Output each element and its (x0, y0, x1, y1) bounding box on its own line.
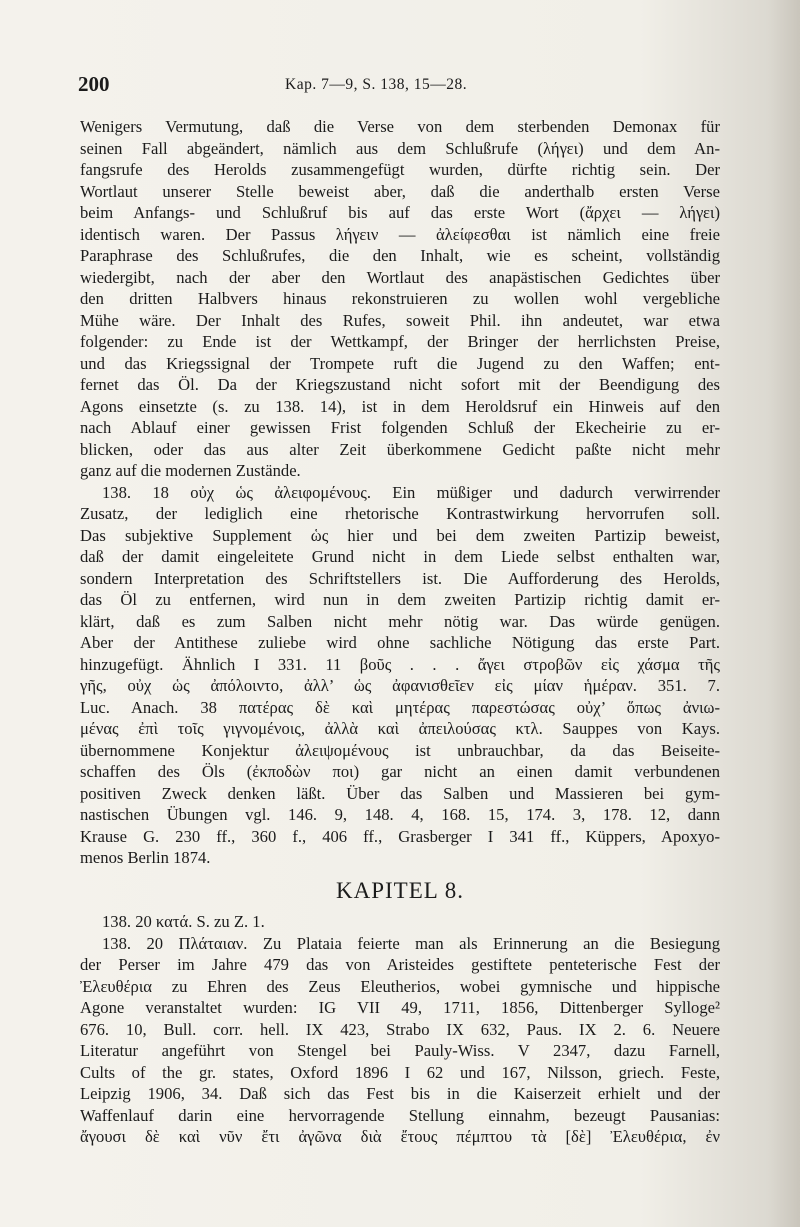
text-line: und das Kriegssignal der Trompete ruft die Jugend zu den Waffen; ent- (80, 353, 720, 373)
text-line: identisch waren. Der Passus λήγειν — ἀλείφεσθαι ist nämlich eine freie (80, 224, 720, 244)
text-line: Wortlaut unserer Stelle beweist aber, daß die anderthalb ersten Verse (80, 181, 720, 201)
text-line: Wenigers Vermutung, daß die Verse von dem sterbenden Demonax für (80, 117, 720, 136)
text-line: daß der damit eingeleitete Grund nicht in dem Liede selbst enthalten war, (80, 547, 720, 566)
text-line: Aber der Antithese zuliebe wird ohne sachliche Nötigung das erste Part. (80, 633, 720, 652)
text-line: folgender: zu Ende ist der Wettkampf, der Bringer der herrlichsten Preise, (80, 332, 720, 351)
text-line: ganz auf die modernen Zustände. (80, 461, 301, 480)
text-line: positiven Zweck denken läßt. Über das Salben und Massieren bei gym- (80, 783, 720, 803)
text-line: Waffenlauf darin eine hervorragende Stellung einnahm, bezeugt Pausanias: (80, 1105, 720, 1125)
text-line: menos Berlin 1874. (80, 848, 211, 867)
text-line: hinzugefügt. Ähnlich I 331. 11 βοῦς . . . ἄγει στροβῶν εἰς χάσμα τῆς (80, 654, 720, 674)
text-line: den dritten Halbvers hinaus rekonstruieren zu wollen wohl vergebliche (80, 289, 720, 308)
text-line: fangsrufe des Herolds zusammengefügt wurden, dürfte richtig sein. Der (80, 160, 720, 179)
text-line: Mühe wäre. Der Inhalt des Rufes, soweit Phil. ihn andeutet, war etwa (80, 310, 720, 330)
page-header (78, 72, 718, 98)
text-line: seinen Fall abgeändert, nämlich aus dem Schlußrufe (λήγει) und dem An- (80, 138, 720, 158)
text-line: Agone veranstaltet wurden: IG VII 49, 1711, 1856, Dittenberger Sylloge² (80, 998, 720, 1017)
text-line: γῆς, οὐχ ὡς ἀπόλοιντο, ἀλλ’ ὡς ἀφανισθεῖεν εἰς μίαν ἡμέραν. 351. 7. (80, 676, 720, 695)
text-line: Luc. Anach. 38 πατέρας δὲ καὶ μητέρας παρεστώσας οὐχ’ ὅπως ἀνιω- (80, 697, 720, 717)
text-line: der Perser im Jahre 479 das von Aristeides gestiftete penteterische Fest der (80, 955, 720, 974)
text-line: beim Anfangs- und Schlußruf bis auf das erste Wort (ἄρχει — λήγει) (80, 203, 720, 222)
text-line: Leipzig 1906, 34. Daß sich das Fest bis in die Kaiserzeit erhielt und der (80, 1084, 720, 1103)
text-line: übernommene Konjektur ἀλειψομένους ist unbrauchbar, da das Beiseite- (80, 740, 720, 760)
text-line: μένας ἐπὶ τοῖς γιγνομένοις, ἀλλὰ καὶ ἀπειλούσας κτλ. Sauppes von Kays. (80, 719, 720, 738)
text-line: schaffen des Öls (ἐκποδὼν ποι) gar nicht an einen damit verbundenen (80, 762, 720, 781)
running-head: Kap. 7—9, S. 138, 15—28. (285, 76, 468, 93)
chapter-text (80, 911, 720, 1148)
text-line: Literatur angeführt von Stengel bei Pauly-Wiss. V 2347, dazu Farnell, (80, 1041, 720, 1060)
text-line: fernet das Öl. Da der Kriegszustand nicht sofort mit der Beendigung des (80, 375, 720, 394)
chapter-heading: KAPITEL 8. (336, 878, 464, 903)
text-line: das Öl zu entfernen, wird nun in dem zweiten Partizip richtig damit er- (80, 590, 720, 609)
text-line: Zusatz, der lediglich eine rhetorische Kontrastwirkung hervorrufen soll. (80, 504, 720, 523)
text-line: nach Ablauf einer gewissen Frist folgenden Schluß der Ekecheirie zu er- (80, 418, 720, 437)
commentary-text (80, 116, 720, 869)
text-line: klärt, daß es zum Salben nicht mehr nötig war. Das würde genügen. (80, 611, 720, 631)
text-line: Krause G. 230 ff., 360 f., 406 ff., Grasberger I 341 ff., Küppers, Apoxyo- (80, 826, 720, 846)
text-line: wiedergibt, nach der aber den Wortlaut des anapästischen Gedichtes über (80, 267, 720, 287)
text-line: sondern Interpretation des Schriftstellers ist. Die Aufforderung des Herolds, (80, 568, 720, 588)
text-line: 138. 18 οὐχ ὡς ἀλειφομένους. Ein müßiger und dadurch verwirrender (102, 482, 720, 502)
text-line: ἄγουσι δὲ καὶ νῦν ἔτι ἀγῶνα διὰ ἔτους πέμπτου τὰ [δὲ] Ἐλευθέρια, ἐν (80, 1127, 720, 1146)
text-line: Paraphrase des Schlußrufes, die den Inhalt, wie es scheint, vollständig (80, 246, 720, 265)
text-line: 676. 10, Bull. corr. hell. IX 423, Strabo IX 632, Paus. IX 2. 6. Neuere (80, 1019, 720, 1039)
text-line: Agons einsetzte (s. zu 138. 14), ist in dem Heroldsruf ein Hinweis auf den (80, 396, 720, 416)
page-number: 200 (78, 72, 110, 96)
text-line: 138. 20 κατά. S. zu Z. 1. (102, 912, 265, 931)
text-line: 138. 20 Πλάταιαν. Zu Plataia feierte man als Erinnerung an die Besiegung (102, 933, 720, 953)
text-line: blicken, oder das aus alter Zeit überkommene Gedicht paßte nicht mehr (80, 439, 720, 459)
text-line: nastischen Übungen vgl. 146. 9, 148. 4, 168. 15, 174. 3, 178. 12, dann (80, 805, 720, 824)
text-line: Ἐλευθέρια zu Ehren des Zeus Eleutherios, wobei gymnische und hippische (80, 976, 720, 996)
text-line: Cults of the gr. states, Oxford 1896 I 62 und 167, Nilsson, griech. Feste, (80, 1062, 720, 1082)
text-line: Das subjektive Supplement ὡς hier und bei dem zweiten Partizip beweist, (80, 525, 720, 545)
